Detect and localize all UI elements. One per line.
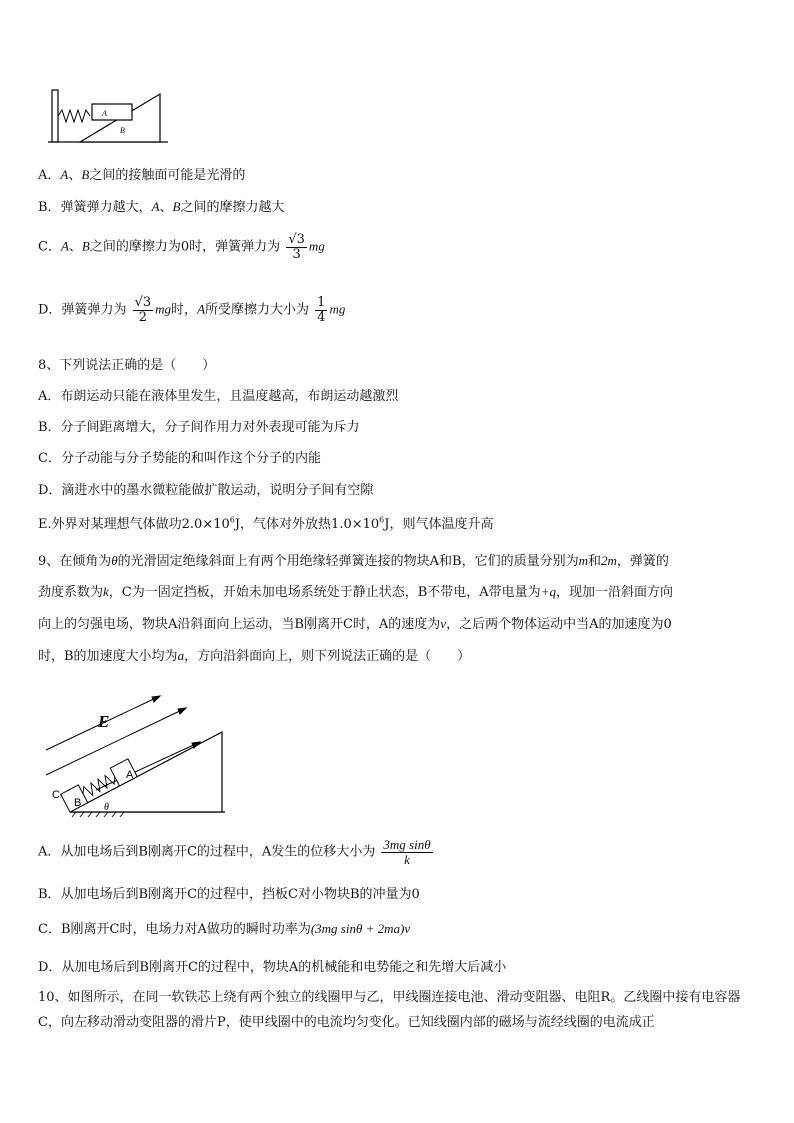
q7-d-fraction-2: $\frac{1}{4}$ — [317, 295, 326, 325]
q7-option-a: A．A、B之间的接触面可能是光滑的 — [38, 167, 246, 183]
q8-option-a: A．布朗运动只能在液体里发生，且温度越高，布朗运动越激烈 — [38, 389, 399, 404]
q9-stem-line-1: 9、在倾角为θ的光滑固定绝缘斜面上有两个用绝缘轻弹簧连接的物块A和B，它们的质量分别为m和2m，弹簧的 — [38, 553, 669, 569]
q7-c-fraction: $\frac{√3}{3}$ — [288, 232, 305, 262]
q9-stem-line-4: 时，B的加速度大小均为a，方向沿斜面向上，则下列说法正确的是（ ） — [38, 648, 471, 664]
q9-option-a: A．从加电场后到B刚离开C的过程中，A发生的位移大小为 $\frac{\text{3mg sinθ}}{k}$ — [38, 837, 431, 867]
q9-option-b: B．从加电场后到B刚离开C的过程中，挡板C对小物块B的冲量为0 — [38, 887, 420, 902]
q9-fig-label-a: A — [126, 769, 134, 781]
q8-option-c: C．分子动能与分子势能的和叫作这个分子的内能 — [38, 451, 321, 466]
q7-fig-label-a: A — [102, 109, 107, 118]
q9-option-d: D．从加电场后到B刚离开C的过程中，物块A的机械能和电势能之和先增大后减小 — [38, 960, 507, 975]
q9-fig-label-theta: θ — [104, 802, 109, 813]
q9-option-c: C．B刚离开C时，电场力对A做功的瞬时功率为(3mg sinθ + 2ma)v — [38, 921, 411, 937]
q8-stem: 8、下列说法正确的是（ ） — [38, 358, 216, 373]
q7-fig-label-b: B — [120, 126, 125, 135]
q7-option-b: B．弹簧弹力越大，A、B之间的摩擦力越大 — [38, 199, 285, 215]
q9-stem-line-2: 劲度系数为k，C为一固定挡板，开始未加电场系统处于静止状态，B不带电，A带电量为+q，现加一沿斜面方向 — [38, 584, 673, 600]
q9-stem-line-3: 向上的匀强电场，物块A沿斜面向上运动，当B刚离开C时，A的速度为v，之后两个物体运动中当A的加速度为0 — [38, 616, 672, 632]
q8-option-d: D．滴进水中的墨水微粒能做扩散运动，说明分子间有空隙 — [38, 483, 374, 498]
q7-option-c: C．A、B之间的摩擦力为0时，弹簧弹力为 $\frac{√3}{3}$ mg — [38, 232, 325, 262]
q9-figure — [40, 690, 240, 820]
q9-fig-label-e: E — [98, 712, 110, 731]
q10-stem: 10、如图所示，在同一软铁芯上绕有两个独立的线圈甲与乙，甲线圈连接电池、滑动变阻器、电阻R。乙线圈中接有电容器C，向左移动滑动变阻器的滑片P，使甲线圈中的电流均匀变化。已知线圈内部的磁场与流经线圈的电流成正 — [38, 990, 741, 1030]
q9-fig-label-c: C — [52, 789, 60, 801]
q7-d-fraction-1: $\frac{√3}{2}$ — [134, 295, 152, 325]
q8-option-e: E.外界对某理想气体做功$2.0\times 10^6J$，气体对外放热$1.0\times 10^6J$，则气体温度升高 — [38, 515, 494, 532]
q8-option-b: B．分子间距离增大，分子间作用力对外表现可能为斥力 — [38, 420, 360, 435]
q7-option-d: D．弹簧弹力为 $\frac{√3}{2}$ mg时，A所受摩擦力大小为 $\frac{1}{4}$ mg — [38, 295, 346, 325]
q9-fig-label-b: B — [74, 797, 82, 809]
q7-figure — [40, 86, 170, 146]
q9-a-fraction: $\frac{\text{3mg sinθ}}{k}$ — [383, 837, 431, 867]
